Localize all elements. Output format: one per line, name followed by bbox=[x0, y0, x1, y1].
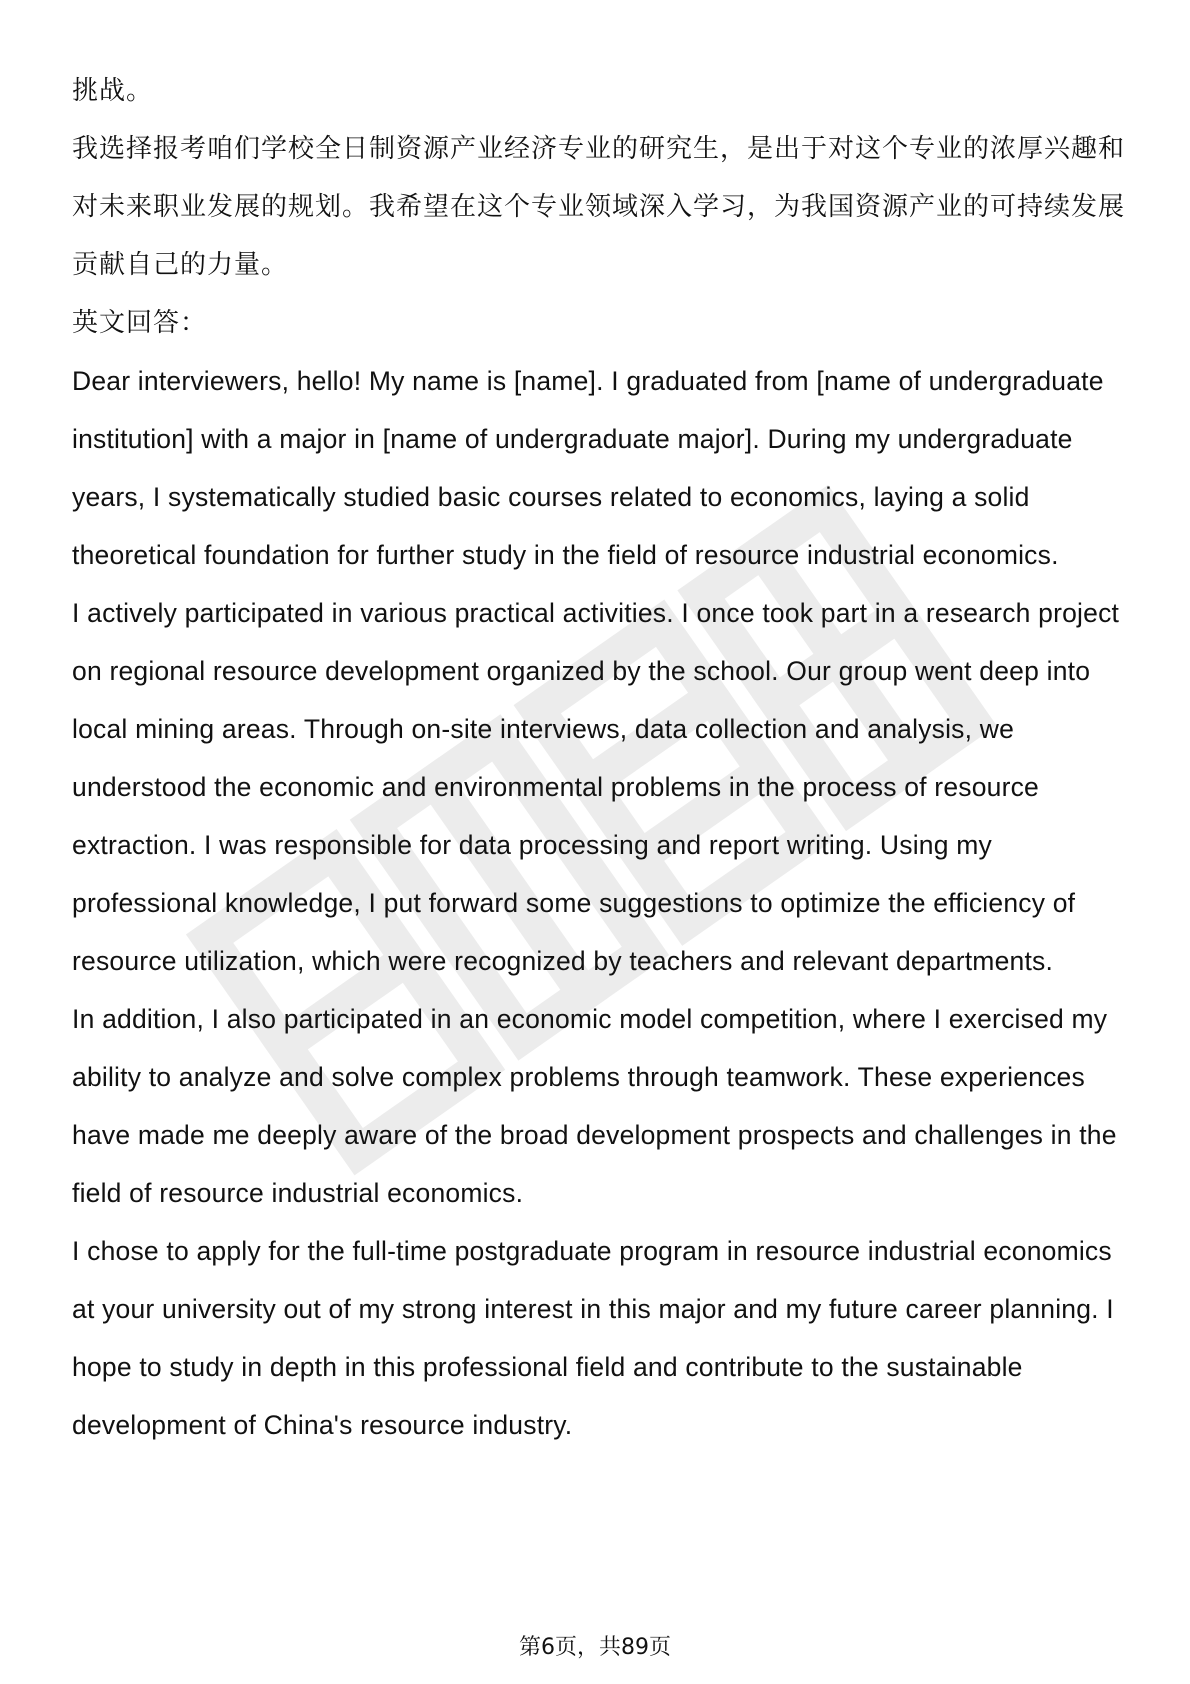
english-answer-heading: 英文回答： bbox=[72, 308, 208, 338]
paragraph-en-4: I chose to apply for the full-time postgraduate program in resource industrial economics at your university out of my strong interest in this major and my future career planning. I hope to study in depth in this professional field and contribute to the sustainable development of China's resource industry. bbox=[72, 1236, 1114, 1440]
paragraph-cn-1: 挑战。 bbox=[72, 76, 154, 106]
paragraph-en-3: In addition, I also participated in an economic model competition, where I exercised my ability to analyze and solve complex problems through teamwork. These experiences have made me deeply aware of the broad development prospects and challenges in the field of resource industrial economics. bbox=[72, 1004, 1117, 1208]
paragraph-en-1: Dear interviewers, hello! My name is [name]. I graduated from [name of undergraduate institution] with a major in [name of undergraduate major]. During my undergraduate years, I systematically studied basic courses related to economics, laying a solid theoretical foundation for further study in the field of resource industrial economics. bbox=[72, 366, 1104, 570]
document-body bbox=[72, 62, 1132, 1454]
paragraph-en-2: I actively participated in various practical activities. I once took part in a research project on regional resource development organized by the school. Our group went deep into local mining areas. Through on-site interviews, data collection and analysis, we understood the economic and environmental problems in the process of resource extraction. I was responsible for data processing and report writing. Using my professional knowledge, I put forward some suggestions to optimize the efficiency of resource utilization, which were recognized by teachers and relevant departments. bbox=[72, 598, 1120, 976]
paragraph-cn-2: 我选择报考咱们学校全日制资源产业经济专业的研究生，是出于对这个专业的浓厚兴趣和对未来职业发展的规划。我希望在这个专业领域深入学习，为我国资源产业的可持续发展贡献自己的力量。 bbox=[72, 134, 1126, 280]
page-number: 第6页，共89页 bbox=[519, 1635, 671, 1660]
